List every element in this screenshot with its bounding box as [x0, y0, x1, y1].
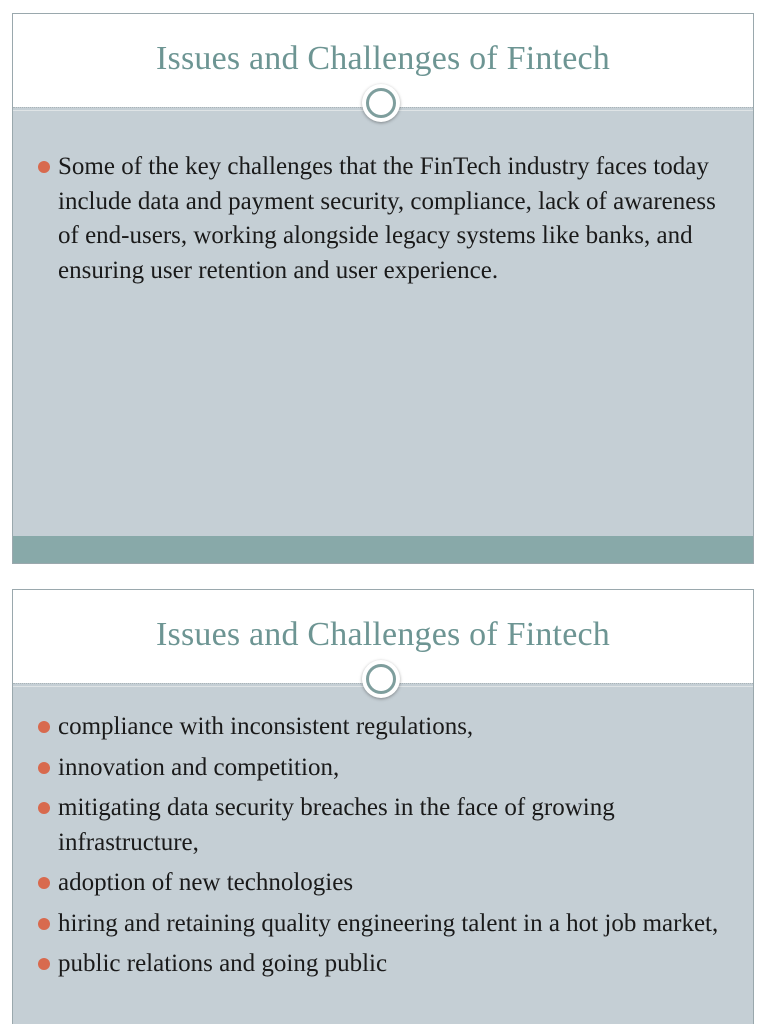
bullet-item	[33, 791, 723, 860]
bullet-text: Some of the key challenges that the FinTech industry faces today include data and payment security, compliance, lack of awareness of end-users, working alongside legacy systems like banks, and ensuring user retention and user experience.	[58, 153, 716, 284]
ring-icon	[362, 84, 400, 122]
bullet-dot-icon	[38, 762, 50, 774]
bullet-dot-icon	[38, 721, 50, 733]
bullet-text: adoption of new technologies	[58, 869, 354, 896]
bullet-text: innovation and competition,	[58, 753, 340, 781]
bullet-item	[33, 866, 723, 901]
bullet-dot-icon	[38, 161, 50, 173]
bullet-list	[33, 150, 723, 294]
footer-band	[13, 536, 753, 563]
bullet-text: compliance with inconsistent regulations,	[58, 713, 474, 740]
bullet-text: hiring and retaining quality engineering talent in a hot job market,	[58, 909, 719, 937]
bullet-dot-icon	[38, 877, 50, 889]
bullet-dot-icon	[38, 802, 50, 814]
bullet-item	[33, 751, 723, 786]
bullet-text: public relations and going public	[58, 950, 388, 977]
slide-title: Issues and Challenges of Fintech	[156, 40, 610, 77]
bullet-item	[33, 710, 723, 745]
slide-title: Issues and Challenges of Fintech	[156, 616, 610, 653]
bullet-item	[33, 907, 723, 942]
bullet-dot-icon	[38, 958, 50, 970]
bullet-list	[33, 710, 723, 988]
slide-2	[12, 589, 754, 1024]
slide-1	[12, 13, 754, 564]
bullet-item	[33, 150, 723, 288]
bullet-dot-icon	[38, 918, 50, 930]
ring-icon	[362, 660, 400, 698]
bullet-text: mitigating data security breaches in the face of growing infrastructure,	[58, 794, 615, 856]
bullet-item	[33, 947, 723, 982]
